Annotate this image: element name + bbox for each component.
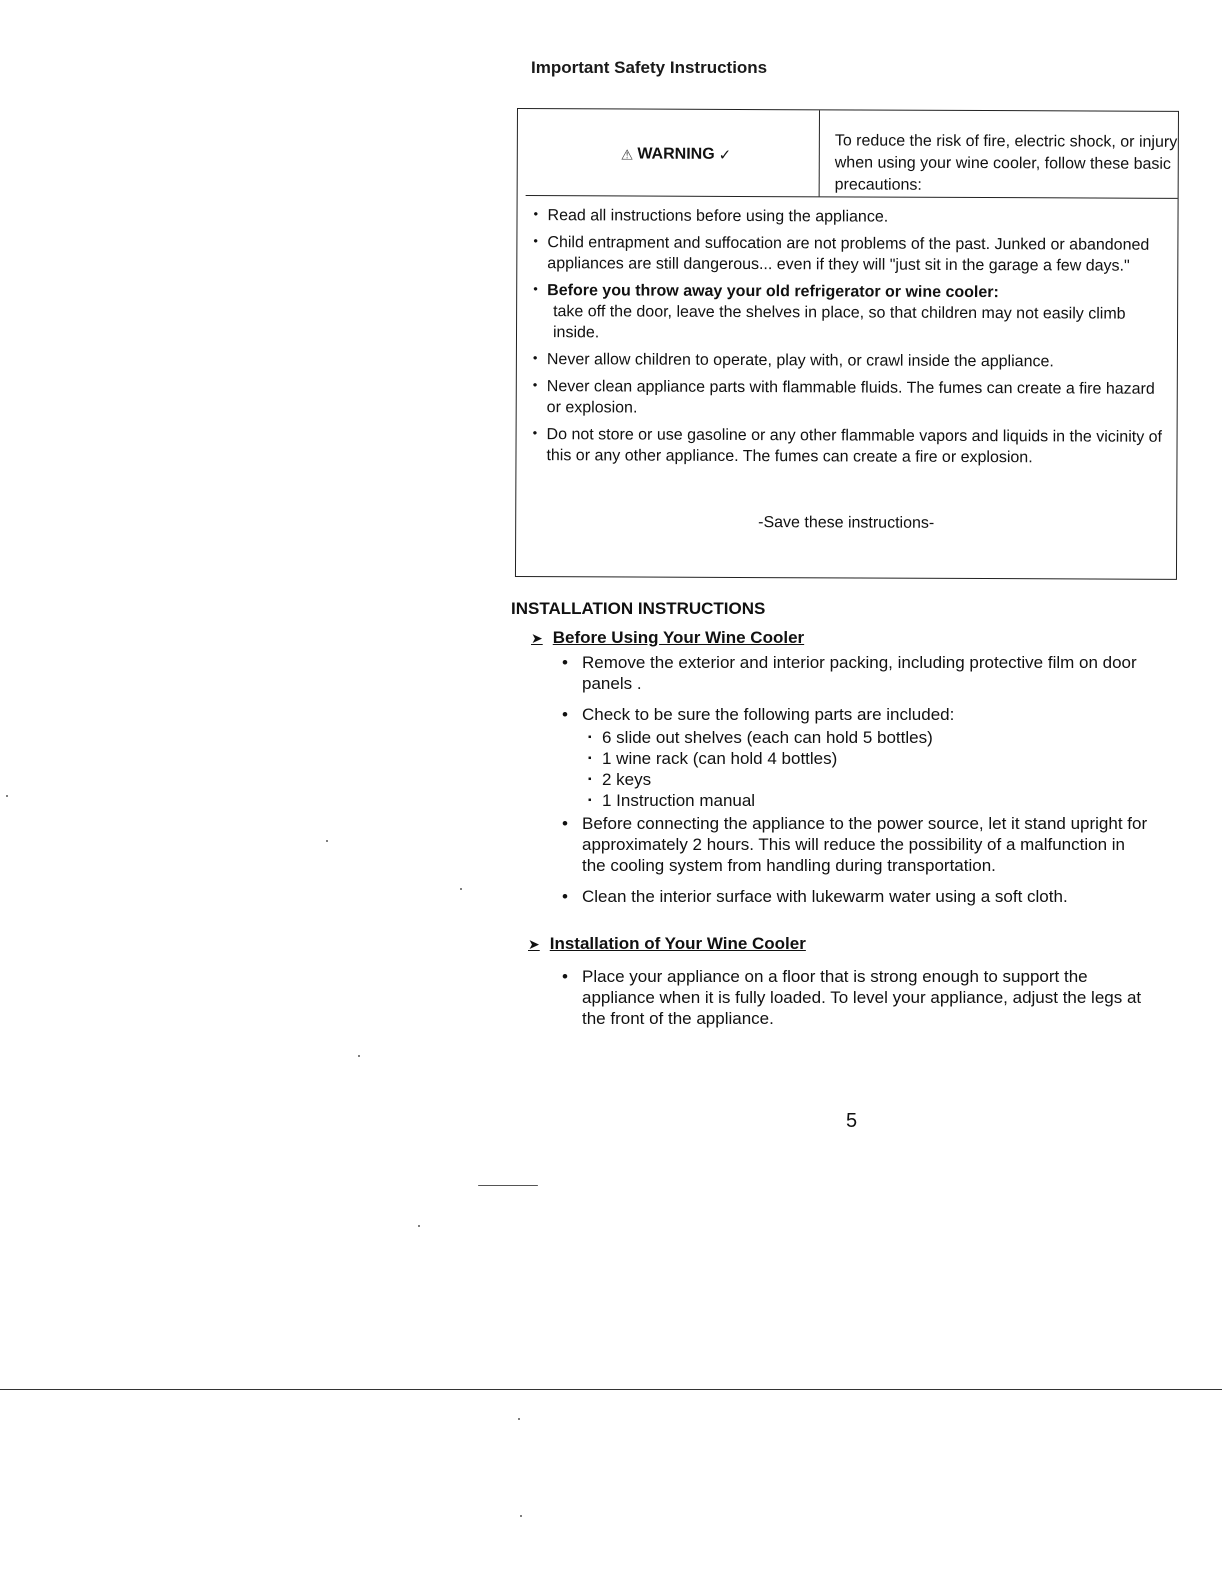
hazard-icon: ⚠ [620,145,634,163]
list-item: • Before connecting the appliance to the power source, let it stand upright for approximately 2 hours. This will reduce the possibility of a malfunction in the cooling system from handling during transportation. [562,813,1152,876]
scan-speck [326,840,328,842]
arrow-bullet-icon: ➤ [528,935,540,952]
list-item: • Place your appliance on a floor that is strong enough to support the appliance when it is fully loaded. To level your appliance, adjust the legs at the front of the appliance. [562,966,1152,1029]
warning-word: WARNING [637,145,715,163]
scan-speck [478,1185,538,1186]
page-title: Important Safety Instructions [531,58,768,77]
list-item-heading: • Before you throw away your old refrigerator or wine cooler: [547,282,999,302]
section-installation [528,934,806,954]
section-heading: Installation of Your Wine Cooler [549,934,806,953]
scan-speck [460,888,462,890]
section-before-using [531,628,804,648]
list-item: • Clean the interior surface with lukewarm water using a soft cloth. [562,886,1152,907]
warning-label [621,145,732,163]
list-item-text: take off the door, leave the shelves in place, so that children may not easily climb inside. [552,303,1126,342]
arrow-bullet-icon: ➤ [531,629,543,646]
check-icon: ✓ [718,146,732,164]
parts-item: ▪ 1 Instruction manual [588,790,1152,811]
before-using-list [562,652,1152,917]
warning-divider [819,110,820,196]
list-item-text: Check to be sure the following parts are included: [582,705,955,724]
footer-divider [0,1389,1222,1390]
list-item: • Do not store or use gasoline or any other flammable vapors and liquids in the vicinity of this or any other appliance. The fumes can create a fire or explosion. [532,424,1166,469]
warning-intro: To reduce the risk of fire, electric shock, or injury when using your wine cooler, follow these basic precautions: [834,132,1178,194]
warning-header [526,109,1178,199]
warning-box [515,108,1179,580]
parts-item: ▪ 2 keys [588,769,1152,790]
scan-speck [518,1418,520,1420]
installation-title: INSTALLATION INSTRUCTIONS [511,599,766,618]
parts-item: ▪ 1 wine rack (can hold 4 bottles) [588,748,1152,769]
list-item: • Remove the exterior and interior packing, including protective film on door panels . [562,652,1152,694]
page-number: 5 [846,1110,858,1132]
list-item: • Child entrapment and suffocation are not problems of the past. Junked or abandoned appliances are still dangerous... even if they will "just sit in the garage a few days." [533,232,1167,277]
parts-list [588,727,1152,811]
list-item: • Never clean appliance parts with flammable fluids. The fumes can create a fire hazard or explosion. [533,376,1167,421]
section-heading: Before Using Your Wine Cooler [552,628,805,647]
scan-speck [418,1225,420,1227]
save-instructions: -Save these instructions- [758,514,935,532]
scan-speck [520,1515,522,1517]
scan-speck [358,1055,360,1057]
parts-item: ▪ 6 slide out shelves (each can hold 5 bottles) [588,727,1152,748]
list-item [562,704,1152,811]
list-item: • Never allow children to operate, play with, or crawl inside the appliance. [533,349,1167,373]
safety-list [532,205,1167,475]
list-item: • Read all instructions before using the appliance. [533,205,1167,229]
list-item [533,280,1167,346]
installation-list [562,966,1152,1039]
scan-speck [6,795,8,797]
